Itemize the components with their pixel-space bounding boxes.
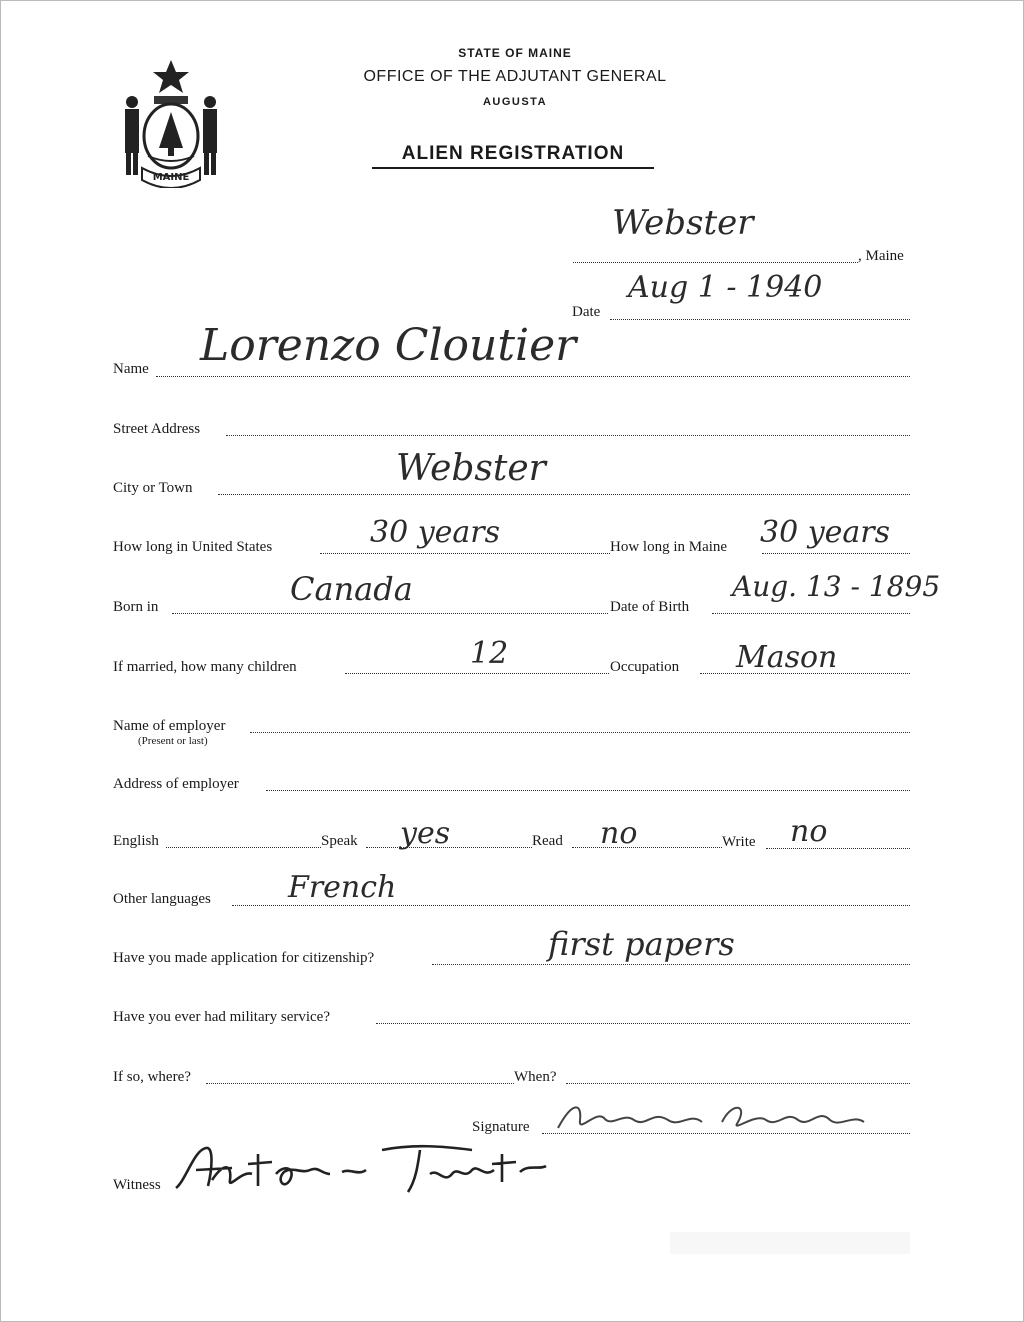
city-line: [218, 494, 910, 495]
street-label: Street Address: [113, 421, 201, 437]
header-state: STATE OF MAINE: [458, 46, 572, 60]
children-line: [345, 673, 609, 674]
write-label: Write: [722, 834, 756, 850]
born-in-label: Born in: [113, 599, 159, 615]
speak-entry: yes: [400, 816, 451, 851]
employer-address-line: [266, 790, 910, 791]
how-long-me-line: [762, 553, 910, 554]
read-entry: no: [600, 816, 638, 851]
write-line: [766, 848, 910, 849]
citizenship-line: [432, 964, 910, 965]
other-languages-entry: French: [288, 870, 397, 905]
employer-label: Name of employer: [113, 718, 226, 734]
header-office: OFFICE OF THE ADJUTANT GENERAL: [363, 68, 667, 85]
where-line: [206, 1083, 514, 1084]
military-label: Have you ever had military service?: [113, 1009, 330, 1025]
witness-label: Witness: [113, 1177, 161, 1193]
how-long-us-entry: 30 years: [370, 515, 501, 550]
street-line: [226, 435, 910, 436]
occupation-entry: Mason: [736, 640, 838, 675]
english-line: [166, 847, 321, 848]
when-label: When?: [514, 1069, 557, 1085]
how-long-me-label: How long in Maine: [610, 539, 728, 555]
name-label: Name: [113, 361, 149, 377]
signature-label: Signature: [472, 1119, 530, 1135]
date-line: [610, 319, 910, 320]
seal-banner-text: MAINE: [152, 172, 190, 183]
dob-entry: Aug. 13 - 1895: [732, 570, 941, 603]
employer-line: [250, 732, 910, 733]
witness-signature-image: [172, 1140, 552, 1196]
applicant-signature-image: [552, 1098, 872, 1138]
born-in-line: [172, 613, 608, 614]
other-languages-label: Other languages: [113, 891, 211, 907]
city-entry: Webster: [396, 448, 546, 489]
date-entry: Aug 1 - 1940: [628, 270, 823, 305]
employer-note: (Present or last): [138, 735, 208, 747]
how-long-us-line: [320, 553, 610, 554]
other-languages-line: [232, 905, 910, 906]
when-line: [566, 1083, 910, 1084]
how-long-us-label: How long in United States: [113, 539, 273, 555]
write-entry: no: [790, 814, 828, 849]
children-entry: 12: [470, 636, 509, 671]
employer-address-label: Address of employer: [113, 776, 239, 792]
read-label: Read: [532, 833, 563, 849]
occupation-label: Occupation: [610, 659, 680, 675]
how-long-me-entry: 30 years: [760, 515, 891, 550]
read-line: [572, 847, 722, 848]
citizenship-label: Have you made application for citizenship?: [113, 950, 375, 966]
children-label: If married, how many children: [113, 659, 297, 675]
header-city: AUGUSTA: [482, 96, 548, 108]
where-label: If so, where?: [113, 1069, 191, 1085]
name-entry: Lorenzo Cloutier: [200, 320, 577, 371]
dob-line: [712, 613, 910, 614]
date-label: Date: [572, 304, 601, 320]
citizenship-entry: first papers: [548, 925, 735, 963]
town-entry: Webster: [612, 203, 754, 243]
state-seal-icon: [112, 56, 230, 188]
city-label: City or Town: [113, 480, 193, 496]
name-line: [156, 376, 910, 377]
dob-label: Date of Birth: [610, 599, 690, 615]
speak-label: Speak: [321, 833, 358, 849]
english-label: English: [113, 833, 159, 849]
born-in-entry: Canada: [290, 570, 413, 608]
military-line: [376, 1023, 910, 1024]
faint-stamp: [670, 1232, 910, 1254]
form-title: ALIEN REGISTRATION: [372, 143, 654, 169]
town-line: [573, 262, 858, 263]
maine-label: , Maine: [858, 248, 904, 264]
